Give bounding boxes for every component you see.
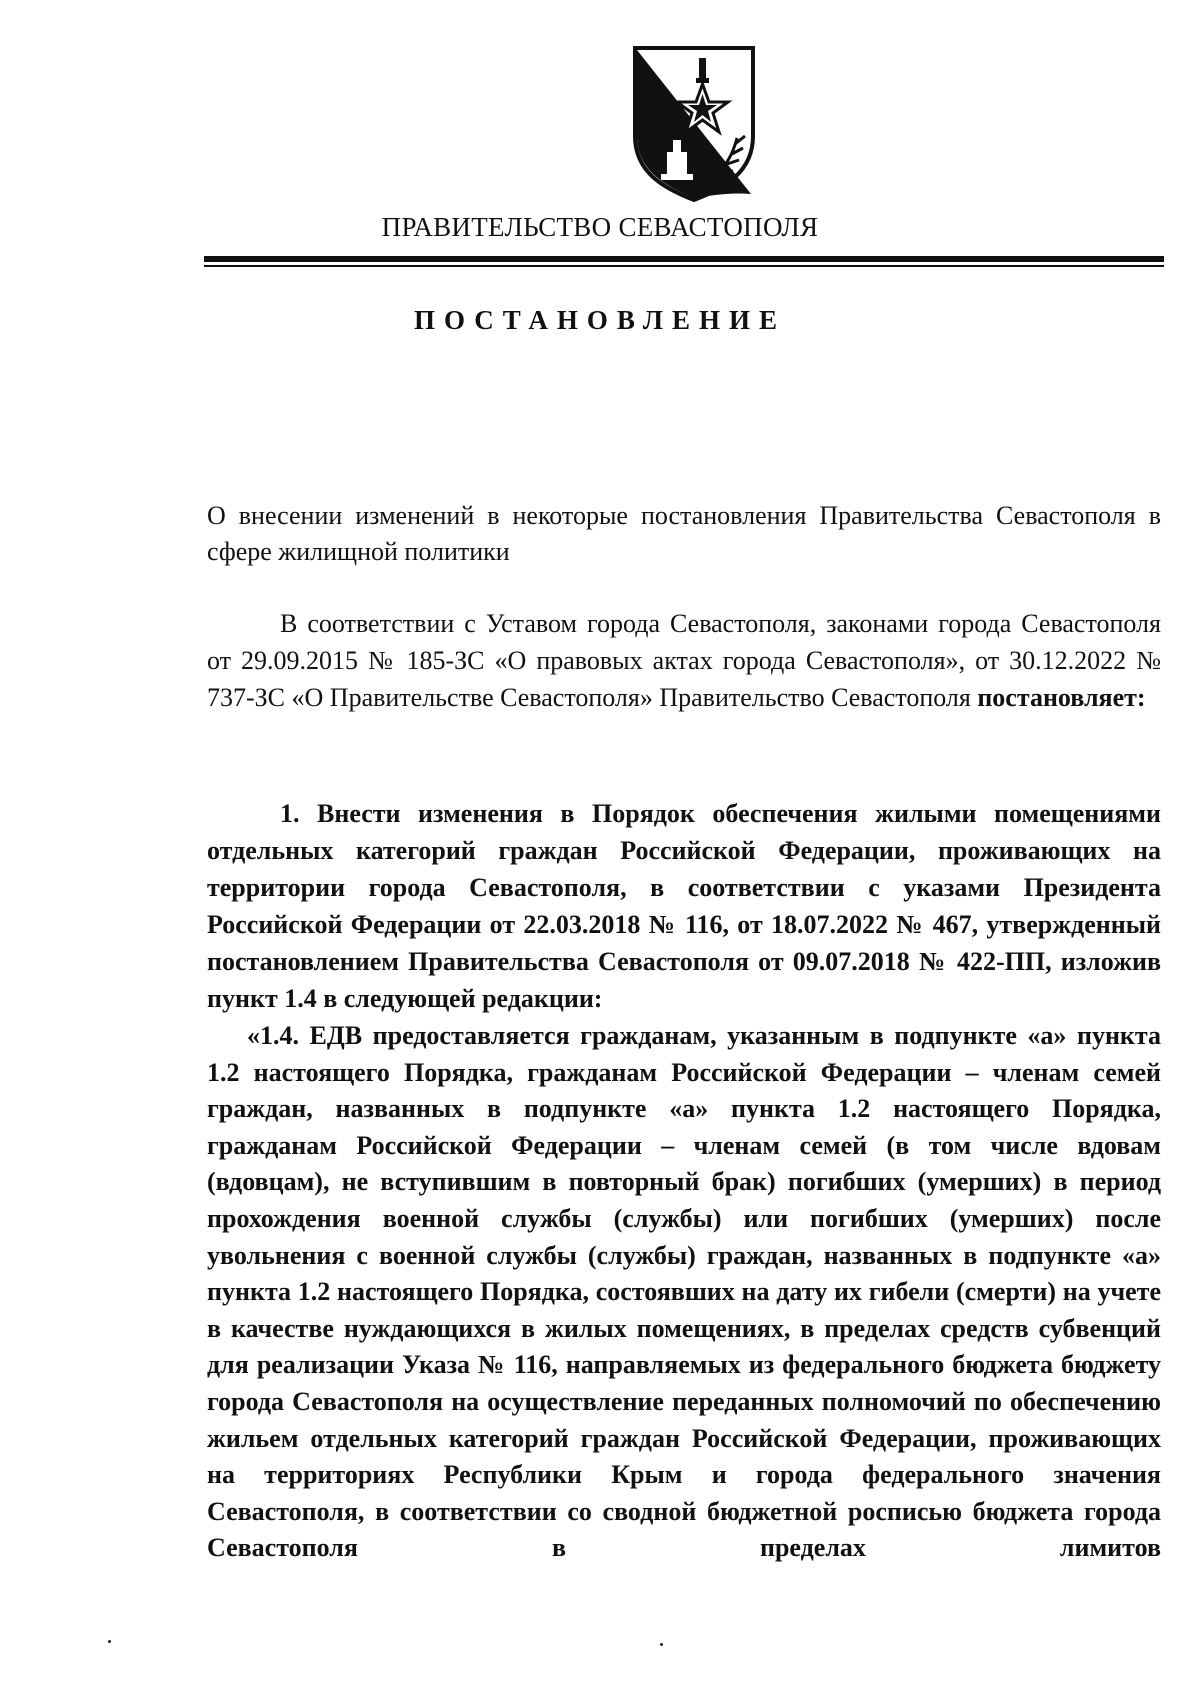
header-divider-thick bbox=[204, 256, 1164, 262]
preamble-text: В соответствии с Уставом города Севастополя, законами города Севастополя от 29.09.2015 № 185-ЗС «О правовых актах города Севастополя», от 30.12.2022 № 737-ЗС «О Правительстве Севастополя» Правительство Севастополя bbox=[207, 609, 1161, 712]
scan-speck bbox=[660, 1643, 663, 1646]
clause-1: 1. Внести изменения в Порядок обеспечения жилыми помещениями отдельных категорий граждан Российской Федерации, проживающих на территории города Севастополя, в соответствии с указами Президента Российской Федерации от 22.03.2018 № 116, от 18.07.2022 № 467, утвержденный постановлением Правительства Севастополя от 09.07.2018 № 422-ПП, изложив пункт 1.4 в следующей редакции: bbox=[207, 799, 1161, 1013]
clause-1-4-text: «1.4. ЕДВ предоставляется гражданам, указанным в подпункте «а» пункта 1.2 настоящего Порядка, гражданам Российской Федерации – членам семей граждан, названных в подпункте «а» пункта 1.2 настоящего Порядка, гражданам Российской Федерации – членам семей (в том числе вдовам (вдовцам), не вступившим в повторный брак) погибших (умерших) в период прохождения военной службы (службы) или погибших (умерших) после увольнения с военной службы (службы) граждан, названных в подпункте «а» пункта 1.2 настоящего Порядка, состоявших на дату их гибели (смерти) на учете в качестве нуждающихся в жилых помещениях, в пределах средств субвенций для реализации Указа № 116, направляемых из федерального бюджета бюджету города Севастополя на осуществление переданных полномочий по обеспечению жильем отдельных категорий граждан Российской Федерации, проживающих на территориях Республики Крым и города федерального значения Севастополя, в соответствии со сводной бюджетной росписью бюджета города Севастополя в пределах лимитов bbox=[207, 1021, 1161, 1563]
preamble-paragraph bbox=[207, 605, 1161, 716]
preamble-resolves: постановляет: bbox=[977, 683, 1146, 712]
issuing-authority: ПРАВИТЕЛЬСТВО СЕВАСТОПОЛЯ bbox=[381, 212, 819, 242]
document-type: ПОСТАНОВЛЕНИЕ bbox=[413, 305, 787, 335]
sevastopol-coat-of-arms-icon bbox=[629, 44, 759, 202]
scan-speck bbox=[108, 1640, 111, 1643]
header-divider-thin bbox=[204, 265, 1164, 267]
document-title: О внесении изменений в некоторые постановления Правительства Севастополя в сфере жилищной политики bbox=[207, 501, 1161, 566]
